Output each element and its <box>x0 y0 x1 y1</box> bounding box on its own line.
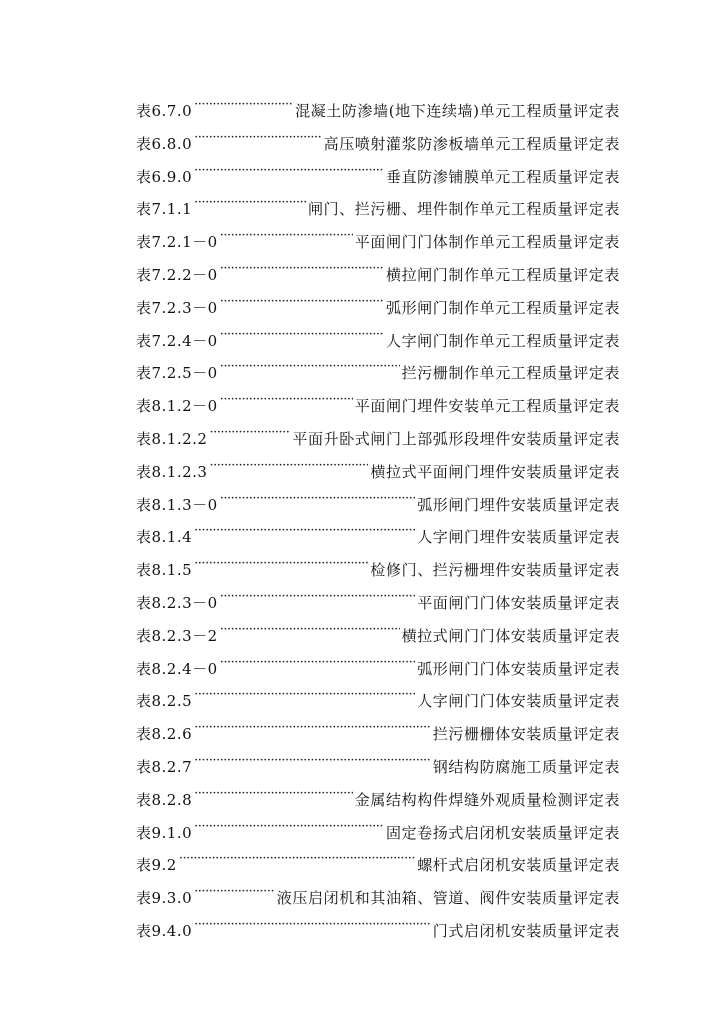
toc-entry[interactable] <box>136 162 620 195</box>
toc-code: 表9.1.0 <box>136 823 193 842</box>
toc-title: 螺杆式启闭机安装质量评定表 <box>417 856 620 875</box>
toc-code: 表6.9.0 <box>136 167 193 186</box>
toc-title: 金属结构构件焊缝外观质量检测评定表 <box>354 790 620 809</box>
toc-entry[interactable] <box>136 260 620 293</box>
toc-leader-dots <box>220 391 353 411</box>
toc-entry[interactable] <box>136 293 620 326</box>
toc-title: 闸门、拦污栅、埋件制作单元工程质量评定表 <box>307 200 620 219</box>
toc-entry[interactable] <box>136 719 620 752</box>
toc-code: 表7.2.1－0 <box>136 233 218 252</box>
toc-leader-dots <box>194 916 431 936</box>
toc-leader-dots <box>194 555 368 575</box>
toc-leader-dots <box>194 883 275 903</box>
toc-leader-dots <box>220 588 415 608</box>
toc-title: 拦污栅制作单元工程质量评定表 <box>401 364 620 383</box>
toc-entry[interactable] <box>136 818 620 851</box>
toc-entry[interactable] <box>136 588 620 621</box>
toc-code: 表7.2.5－0 <box>136 364 218 383</box>
toc-title: 拦污栅栅体安装质量评定表 <box>432 725 620 744</box>
toc-leader-dots <box>220 490 415 510</box>
toc-code: 表7.2.2－0 <box>136 265 218 284</box>
toc-leader-dots <box>209 424 290 444</box>
toc-title: 固定卷扬式启闭机安装质量评定表 <box>385 823 620 842</box>
toc-leader-dots <box>194 719 431 739</box>
toc-entry[interactable] <box>136 457 620 490</box>
toc-code: 表7.1.1 <box>136 200 193 219</box>
toc-leader-dots <box>220 227 353 247</box>
toc-title: 门式启闭机安装质量评定表 <box>432 921 620 940</box>
toc-leader-dots <box>194 785 353 805</box>
toc-leader-dots <box>194 129 321 149</box>
toc-title: 检修门、拦污栅埋件安装质量评定表 <box>370 561 620 580</box>
toc-code: 表8.2.6 <box>136 725 193 744</box>
toc-code: 表8.2.8 <box>136 790 193 809</box>
toc-title: 平面升卧式闸门上部弧形段埋件安装质量评定表 <box>292 429 620 448</box>
toc-leader-dots <box>194 522 415 542</box>
toc-entry[interactable] <box>136 490 620 523</box>
toc-entry[interactable] <box>136 424 620 457</box>
toc-entry[interactable] <box>136 391 620 424</box>
toc-title: 钢结构防腐施工质量评定表 <box>432 757 620 776</box>
toc-code: 表7.2.4－0 <box>136 331 218 350</box>
toc-code: 表8.1.2.3 <box>136 462 208 481</box>
toc-title: 平面闸门门体制作单元工程质量评定表 <box>354 233 620 252</box>
toc-code: 表8.1.2.2 <box>136 429 208 448</box>
toc-entry[interactable] <box>136 850 620 883</box>
toc-entry[interactable] <box>136 916 620 949</box>
toc-title: 混凝土防渗墙(地下连续墙)单元工程质量评定表 <box>295 102 620 120</box>
toc-entry[interactable] <box>136 227 620 260</box>
toc-code: 表8.2.7 <box>136 757 193 776</box>
toc-title: 弧形闸门门体安装质量评定表 <box>417 659 620 678</box>
toc-code: 表7.2.3－0 <box>136 298 218 317</box>
toc-code: 表8.1.3－0 <box>136 495 218 514</box>
table-of-contents <box>136 96 620 949</box>
toc-entry[interactable] <box>136 129 620 162</box>
toc-title: 平面闸门埋件安装单元工程质量评定表 <box>354 397 620 416</box>
toc-title: 人字闸门埋件安装质量评定表 <box>417 528 620 547</box>
toc-title: 横拉闸门制作单元工程质量评定表 <box>385 265 620 284</box>
toc-code: 表8.1.5 <box>136 561 193 580</box>
toc-leader-dots <box>220 293 384 313</box>
toc-title: 人字闸门制作单元工程质量评定表 <box>385 331 620 350</box>
toc-entry[interactable] <box>136 752 620 785</box>
toc-code: 表9.2 <box>136 856 177 875</box>
toc-code: 表6.8.0 <box>136 134 193 153</box>
toc-leader-dots <box>220 621 400 641</box>
toc-leader-dots <box>220 654 415 674</box>
toc-entry[interactable] <box>136 686 620 719</box>
toc-code: 表8.2.3－2 <box>136 626 218 645</box>
toc-leader-dots <box>194 818 384 838</box>
toc-entry[interactable] <box>136 96 620 129</box>
toc-entry[interactable] <box>136 522 620 555</box>
toc-title: 横拉式平面闸门埋件安装质量评定表 <box>370 462 620 481</box>
toc-entry[interactable] <box>136 358 620 391</box>
toc-title: 弧形闸门制作单元工程质量评定表 <box>385 298 620 317</box>
toc-code: 表8.2.4－0 <box>136 659 218 678</box>
toc-title: 弧形闸门埋件安装质量评定表 <box>417 495 620 514</box>
toc-title: 人字闸门门体安装质量评定表 <box>417 692 620 711</box>
toc-entry[interactable] <box>136 654 620 687</box>
toc-code: 表6.7.0 <box>136 102 193 120</box>
toc-code: 表9.3.0 <box>136 889 193 908</box>
toc-entry[interactable] <box>136 555 620 588</box>
toc-code: 表8.1.4 <box>136 528 193 547</box>
toc-code: 表8.1.2－0 <box>136 397 218 416</box>
toc-code: 表8.2.5 <box>136 692 193 711</box>
toc-title: 横拉式闸门门体安装质量评定表 <box>401 626 620 645</box>
toc-entry[interactable] <box>136 785 620 818</box>
toc-leader-dots <box>220 326 384 346</box>
toc-code: 表8.2.3－0 <box>136 593 218 612</box>
toc-title: 垂直防渗铺膜单元工程质量评定表 <box>385 167 620 186</box>
toc-title: 液压启闭机和其油箱、管道、阀件安装质量评定表 <box>276 889 620 908</box>
toc-leader-dots <box>194 96 293 116</box>
toc-entry[interactable] <box>136 621 620 654</box>
toc-leader-dots <box>194 194 306 214</box>
toc-leader-dots <box>209 457 368 477</box>
toc-leader-dots <box>194 162 384 182</box>
toc-leader-dots <box>220 260 384 280</box>
toc-title: 高压喷射灌浆防渗板墙单元工程质量评定表 <box>323 134 620 153</box>
toc-leader-dots <box>194 686 415 706</box>
toc-title: 平面闸门门体安装质量评定表 <box>417 593 620 612</box>
toc-entry[interactable] <box>136 326 620 359</box>
toc-code: 表9.4.0 <box>136 921 193 940</box>
toc-entry[interactable] <box>136 194 620 227</box>
toc-entry[interactable] <box>136 883 620 916</box>
toc-leader-dots <box>179 850 415 870</box>
toc-leader-dots <box>220 358 400 378</box>
toc-leader-dots <box>194 752 431 772</box>
